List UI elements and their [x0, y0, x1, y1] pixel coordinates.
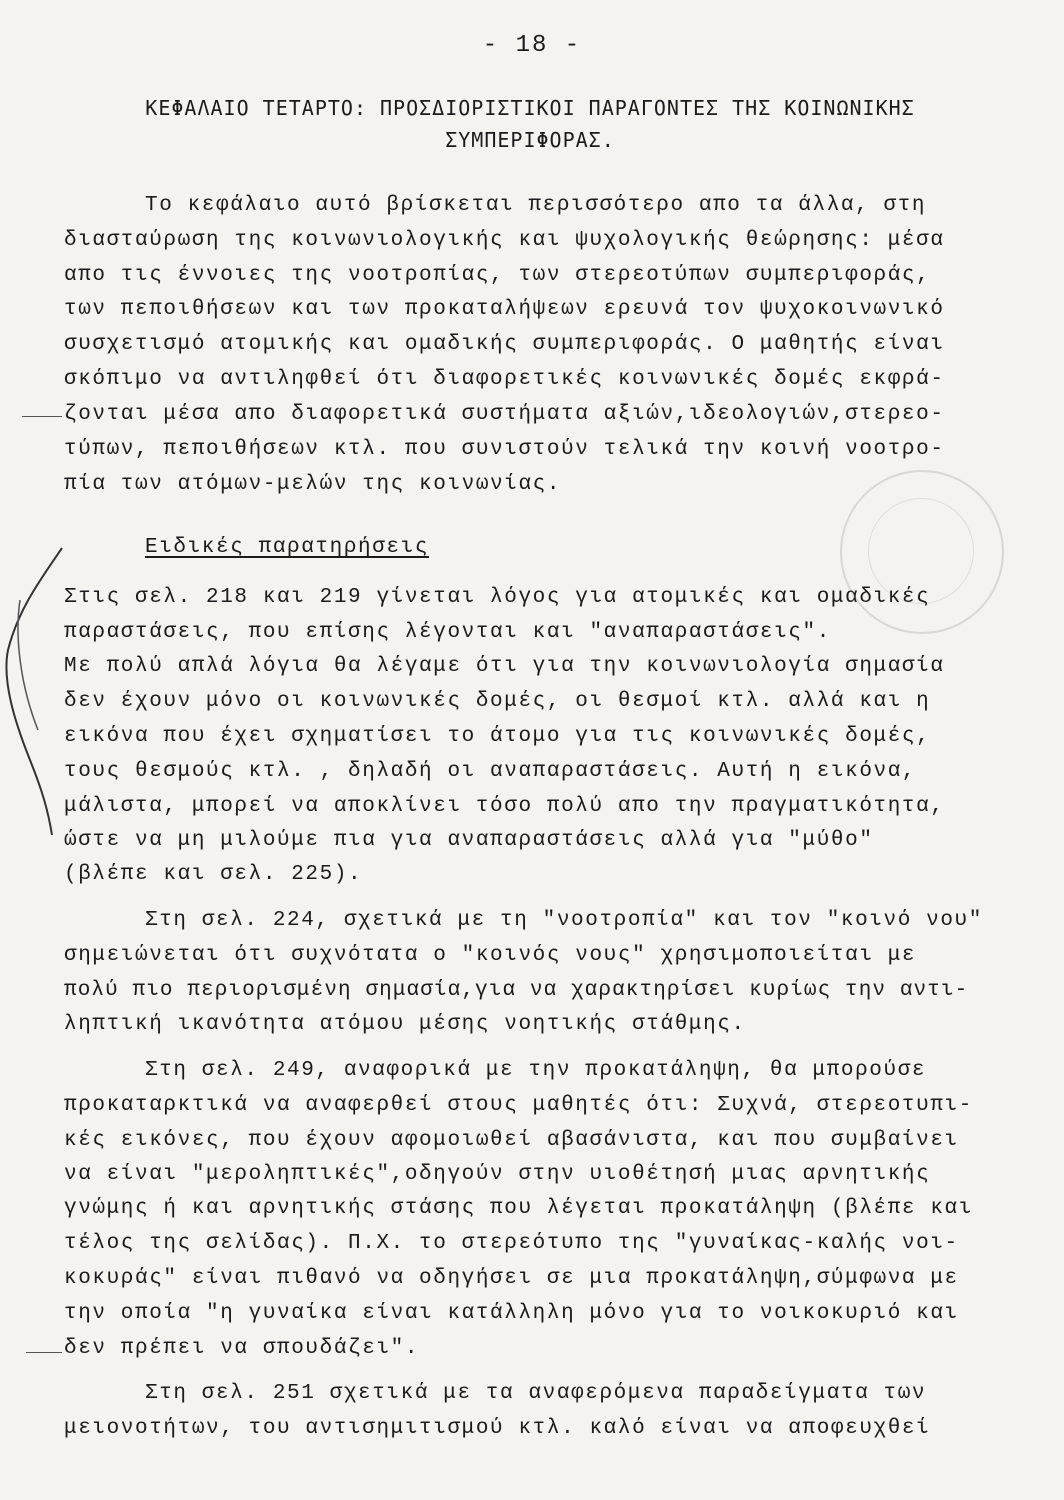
- seal-stamp-icon: [840, 470, 1004, 634]
- text-line: Στη σελ. 251 σχετικά με τα αναφερόμενα παραδείγματα των: [145, 1382, 927, 1405]
- text-line: δεν πρέπει να σπουδάζει".: [64, 1337, 420, 1360]
- margin-dash-icon: [22, 416, 62, 417]
- text-line: ώστε να μη μιλούμε πια για αναπαραστάσεις αλλά για "μύθο": [64, 829, 874, 852]
- text-line: Το κεφάλαιο αυτό βρίσκεται περισσότερο απο τα άλλα, στη: [145, 194, 927, 217]
- text-line: Με πολύ απλά λόγια θα λέγαμε ότι για την κοινωνιολογία σημασία: [64, 655, 945, 678]
- chapter-title-line-1: ΚΕΦΑΛΑΙΟ ΤΕΤΑΡΤΟ: ΠΡΟΣΔΙΟΡΙΣΤΙΚΟΙ ΠΑΡΑΓΟΝΤΕΣ ΤΗΣ ΚΟΙΝΩΝΙΚΗΣ: [145, 96, 915, 120]
- text-line: τύπων, πεποιθήσεων κτλ. που συνιστούν τελικά την κοινή νοοτρο-: [64, 438, 945, 461]
- text-line: Στις σελ. 218 και 219 γίνεται λόγος για ατομικές και ομαδικές: [64, 586, 931, 609]
- text-line: μάλιστα, μπορεί να αποκλίνει τόσο πολύ απο την πραγματικότητα,: [64, 795, 945, 818]
- text-line: (βλέπε και σελ. 225).: [64, 863, 363, 886]
- text-line: πία των ατόμων-μελών της κοινωνίας.: [64, 473, 562, 496]
- text-line: κοκυράς" είναι πιθανό να οδηγήσει σε μια προκατάληψη,σύμφωνα με: [64, 1267, 959, 1290]
- text-line: ζονται μέσα απο διαφορετικά συστήματα αξιών,ιδεολογιών,στερεο-: [64, 403, 945, 426]
- section-heading: Ειδικές παρατηρήσεις: [145, 536, 430, 559]
- text-line: την οποία "η γυναίκα είναι κατάλληλη μόνο για το νοικοκυριό και: [64, 1302, 959, 1325]
- text-line: Στη σελ. 249, αναφορικά με την προκατάληψη, θα μπορούσε: [145, 1059, 927, 1082]
- text-line: δεν έχουν μόνο οι κοινωνικές δομές, οι θεσμοί κτλ. αλλά και η: [64, 690, 931, 713]
- text-line: παραστάσεις, που επίσης λέγονται και "αναπαραστάσεις".: [64, 621, 831, 644]
- text-line: Στη σελ. 224, σχετικά με τη "νοοτροπία" και τον "κοινό νου": [145, 909, 983, 932]
- text-line: σημειώνεται ότι συχνότατα ο "κοινός νους" χρησιμοποιείται με: [64, 944, 917, 967]
- text-line: μειονοτήτων, του αντισημιτισμού κτλ. καλό είναι να αποφευχθεί: [64, 1417, 931, 1440]
- text-line: συσχετισμό ατομικής και ομαδικής συμπεριφοράς. Ο μαθητής είναι: [64, 333, 945, 356]
- text-line: εικόνα που έχει σχηματίσει το άτομο για τις κοινωνικές δομές,: [64, 725, 931, 748]
- margin-dash-icon: [26, 1352, 62, 1353]
- text-line: τους θεσμούς κτλ. , δηλαδή οι αναπαραστάσεις. Αυτή η εικόνα,: [64, 760, 917, 783]
- text-line: ληπτική ικανότητα ατόμου μέσης νοητικής στάθμης.: [64, 1013, 746, 1036]
- text-line: σκόπιμο να αντιληφθεί ότι διαφορετικές κοινωνικές δομές εκφρά-: [64, 368, 945, 391]
- text-line: απο τις έννοιες της νοοτροπίας, των στερεοτύπων συμπεριφοράς,: [64, 264, 931, 287]
- text-line: διασταύρωση της κοινωνιολογικής και ψυχολογικής θεώρησης: μέσα: [64, 229, 945, 252]
- text-line: τέλος της σελίδας). Π.Χ. το στερεότυπο της "γυναίκας-καλής νοι-: [64, 1232, 959, 1255]
- text-line: προκαταρκτικά να αναφερθεί στους μαθητές ότι: Συχνά, στερεοτυπι-: [64, 1094, 973, 1117]
- text-line: κές εικόνες, που έχουν αφομοιωθεί αβασάνιστα, και που συμβαίνει: [64, 1129, 959, 1152]
- chapter-title: [60, 92, 1000, 156]
- margin-pen-stroke-icon: [0, 540, 70, 840]
- text-line: πολύ πιο περιορισμένη σημασία,για να χαρακτηρίσει κυρίως την αντι-: [64, 979, 969, 1002]
- page-number: - 18 -: [482, 32, 582, 59]
- text-line: των πεποιθήσεων και των προκαταλήψεων ερευνά τον ψυχοκοινωνικό: [64, 298, 945, 321]
- text-line: να είναι "μεροληπτικές",οδηγούν στην υιοθέτησή μιας αρνητικής: [64, 1163, 931, 1186]
- chapter-title-line-2: ΣΥΜΠΕΡΙΦΟΡΑΣ.: [445, 128, 615, 152]
- text-line: γνώμης ή και αρνητικής στάσης που λέγεται προκατάληψη (βλέπε και: [64, 1197, 973, 1220]
